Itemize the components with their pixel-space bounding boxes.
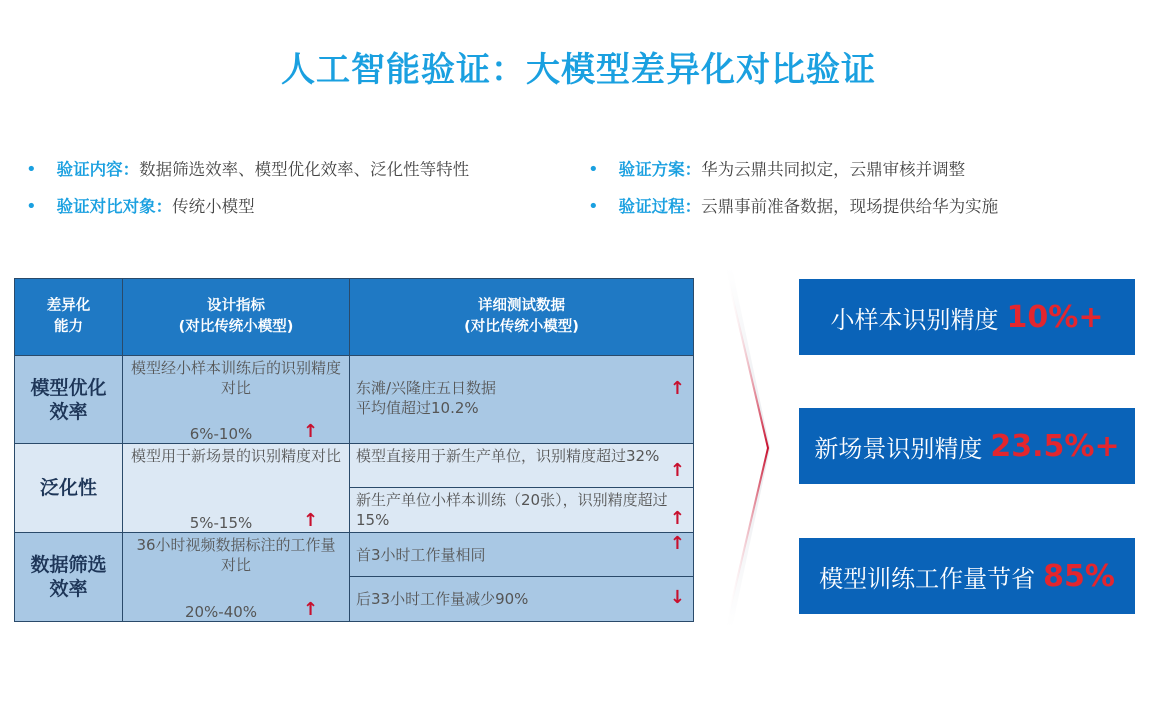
capability-label: 数据筛选效率 xyxy=(30,554,107,600)
bullet-dot-icon: • xyxy=(588,196,599,217)
design-percent: 6%-10% xyxy=(189,425,253,443)
detail-text: 新生产单位小样本训练（20张），识别精度超过15% xyxy=(356,491,668,529)
arrow-up-icon: ↑ xyxy=(669,533,685,554)
detail-subcell xyxy=(350,444,693,488)
arrow-up-icon: ↑ xyxy=(669,378,685,399)
table-row xyxy=(15,533,694,622)
result-box xyxy=(799,538,1135,614)
result-value: 85% xyxy=(1043,558,1115,594)
design-percent: 5%-15% xyxy=(189,514,253,532)
design-text: 模型经小样本训练后的识别精度对比 xyxy=(131,359,342,397)
detail-cell xyxy=(350,356,694,444)
capability-cell xyxy=(15,533,123,622)
bullet-dot-icon: • xyxy=(26,196,37,217)
header-design xyxy=(123,279,350,356)
page-title: 人工智能验证：大模型差异化对比验证 xyxy=(281,50,876,90)
detail-text: 后33小时工作量减少90% xyxy=(356,590,529,608)
header-design-label: 设计指标 (对比传统小模型) xyxy=(178,298,294,335)
header-capability-label: 差异化能力 xyxy=(46,298,91,335)
design-cell xyxy=(123,444,350,533)
bullet-dot-icon: • xyxy=(26,159,37,180)
capability-label: 泛化性 xyxy=(39,477,97,499)
bullet-item xyxy=(26,193,255,217)
arrow-up-icon: ↑ xyxy=(303,421,319,442)
arrow-up-icon: ↑ xyxy=(303,510,319,531)
bullet-text: 传统小模型 xyxy=(172,197,255,216)
detail-cell xyxy=(350,533,694,622)
header-detail xyxy=(350,279,694,356)
header-detail-label: 详细测试数据 (对比传统小模型) xyxy=(464,298,579,335)
arrow-up-icon: ↑ xyxy=(669,460,685,481)
bullet-text: 云鼎事前准备数据，现场提供给华为实施 xyxy=(701,197,999,216)
table-row xyxy=(15,356,694,444)
detail-text: 模型直接用于新生产单位，识别精度超过32% xyxy=(356,447,660,465)
table-header-row xyxy=(15,279,694,356)
design-text: 36小时视频数据标注的工作量对比 xyxy=(136,536,336,574)
arrow-up-icon: ↑ xyxy=(669,508,685,529)
capability-cell xyxy=(15,444,123,533)
bullet-list xyxy=(0,156,1157,226)
bullet-item xyxy=(588,193,998,217)
result-label: 新场景识别精度 xyxy=(814,434,983,463)
bullet-text: 数据筛选效率、模型优化效率、泛化性等特性 xyxy=(139,160,470,179)
table-row xyxy=(15,444,694,533)
result-label: 模型训练工作量节省 xyxy=(819,564,1036,593)
bullet-text: 华为云鼎共同拟定，云鼎审核并调整 xyxy=(701,160,966,179)
design-percent: 20%-40% xyxy=(184,603,258,621)
bullet-key: 验证过程： xyxy=(618,197,702,216)
result-box xyxy=(799,408,1135,484)
bullet-key: 验证内容： xyxy=(56,160,140,179)
chevron-right-icon xyxy=(726,268,774,628)
result-value: 10%+ xyxy=(1006,299,1104,335)
capability-label: 模型优化效率 xyxy=(30,376,107,423)
design-cell xyxy=(123,533,350,622)
header-capability xyxy=(15,279,123,356)
detail-text: 首3小时工作量相同 xyxy=(356,546,486,564)
bullet-key: 验证对比对象： xyxy=(56,197,173,216)
arrow-up-icon: ↑ xyxy=(303,599,319,620)
bullet-key: 验证方案： xyxy=(618,160,702,179)
design-text: 模型用于新场景的识别精度对比 xyxy=(131,447,342,465)
comparison-table xyxy=(14,278,694,622)
bullet-item xyxy=(588,156,965,180)
result-box xyxy=(799,279,1135,355)
arrow-down-icon: ↓ xyxy=(669,587,685,608)
result-value: 23.5%+ xyxy=(990,428,1120,464)
detail-cell xyxy=(350,444,694,533)
detail-subcell xyxy=(350,488,693,532)
design-cell xyxy=(123,356,350,444)
detail-subcell xyxy=(350,577,693,621)
result-label: 小样本识别精度 xyxy=(830,305,999,334)
bullet-dot-icon: • xyxy=(588,159,599,180)
detail-text: 东滩/兴隆庄五日数据 平均值超过10.2% xyxy=(356,379,497,417)
bullet-item xyxy=(26,156,469,180)
detail-subcell xyxy=(350,533,693,577)
capability-cell xyxy=(15,356,123,444)
